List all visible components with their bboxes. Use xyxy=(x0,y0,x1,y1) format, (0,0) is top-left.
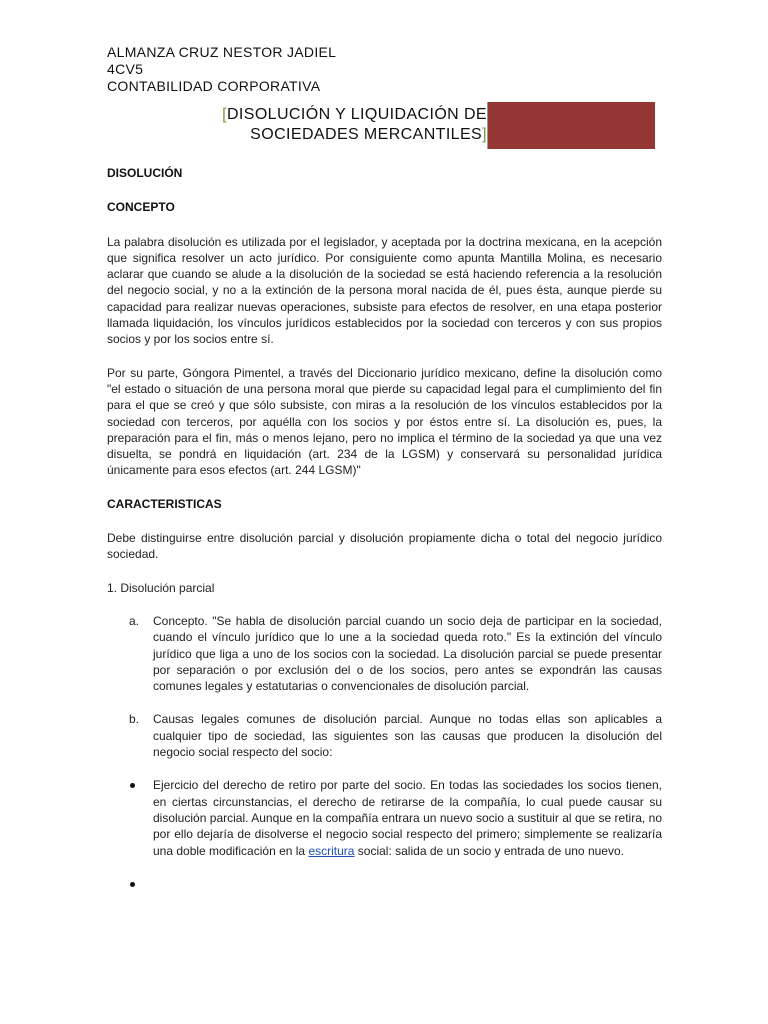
subject-name: CONTABILIDAD CORPORATIVA xyxy=(107,78,321,94)
bullet-list xyxy=(107,777,662,891)
escritura-link[interactable]: escritura xyxy=(308,843,355,858)
paragraph-concepto-2: Por su parte, Góngora Pimentel, a través del Diccionario jurídico mexicano, define la disolución como "el estado o situación de una persona moral que pierde su capacidad legal para el cumplimiento del fin para el que se creó y que sólo subsiste, con miras a la resolución de los vínculos establecidos por la sociedad con terceros, por aquélla con los socios y por éstos entre sí. La disolución es, pues, la preparación para el fin, más o menos lejano, pero no implica el término de la sociedad ya que una vez disuelta, se pondrá en liquidación (art. 234 de la LGSM) y conservará su personalidad jurídica únicamente para esos efectos (art. 244 LGSM)" xyxy=(107,365,662,478)
bullet-item-retiro-text-after: social: salida de un socio y entrada de uno nuevo. xyxy=(354,843,624,858)
heading-caracteristicas: CARACTERISTICAS xyxy=(107,496,222,511)
list-marker-b: b. xyxy=(129,712,140,727)
numbered-item-disolucion-parcial: 1. Disolución parcial xyxy=(107,580,215,595)
document-body xyxy=(107,165,662,892)
heading-concepto: CONCEPTO xyxy=(107,200,175,215)
bullet-dot xyxy=(130,882,135,887)
list-marker-a: a. xyxy=(129,613,140,628)
title-line-2: SOCIEDADES MERCANTILES xyxy=(250,126,483,143)
bullet-item-empty xyxy=(153,876,662,892)
author-name: ALMANZA CRUZ NESTOR JADIEL xyxy=(107,44,337,60)
list-item-a-text: Concepto. "Se habla de disolución parcial cuando un socio deja de participar en la sociedad, cuando el vínculo jurídico que lo une a la sociedad queda roto." Es la extinción del vínculo jurídico que liga a uno de los socios con la sociedad. La disolución parcial se puede presentar por separación o por exclusión del o de los socios, pero antes se expondrán las causas comunes legales y estatutarias o convencionales de disolución parcial. xyxy=(153,613,662,694)
bullet-item-retiro-text-before: Ejercicio del derecho de retiro por parte del socio. En todas las sociedades los socios tienen, en ciertas circunstancias, el derecho de retirarse de la compañía, lo cual puede causar su disolución parcial. Aunque en la compañía entrara un nuevo socio a sustituir al que se retira, no por ello dejaría de disolverse el negocio social respecto del primero; simplemente se realizaría una doble modificación en la xyxy=(153,778,662,858)
paragraph-concepto-1: La palabra disolución es utilizada por el legislador, y aceptada por la doctrina mexicana, en la acepción que significa resolver un acto jurídico. Por consiguiente como apunta Mantilla Molina, es necesario aclarar que cuando se alude a la disolución de la sociedad se está haciendo referencia a la resolución del negocio social, y no a la extinción de la persona moral nacida de él, pues ésta, aunque pierde su capacidad para realizar nuevas operaciones, subsiste para efectos de resolver, en una etapa posterior llamada liquidación, los vínculos jurídicos establecidos por la sociedad con terceros y con sus propios socios y por los socios entre sí. xyxy=(107,234,662,347)
title-line-1: DISOLUCIÓN Y LIQUIDACIÓN DE xyxy=(226,106,487,123)
title-bracket-close: ] xyxy=(482,126,487,143)
list-item-b-text: Causas legales comunes de disolución parcial. Aunque no todas ellas son aplicables a cualquier tipo de sociedad, las siguientes son las causas que producen la disolución del negocio social respecto del socio: xyxy=(153,712,662,760)
title-banner xyxy=(107,102,655,149)
document-header xyxy=(107,44,336,95)
list-item-a xyxy=(129,613,662,694)
title-accent-box xyxy=(488,102,655,149)
list-item-b xyxy=(129,711,662,760)
alpha-list xyxy=(107,613,662,760)
bullet-item-retiro xyxy=(153,777,662,858)
paragraph-caracteristicas: Debe distinguirse entre disolución parcial y disolución propiamente dicha o total del negocio jurídico sociedad. xyxy=(107,531,662,562)
group-code: 4CV5 xyxy=(107,61,144,77)
bullet-dot xyxy=(130,783,135,788)
document-title xyxy=(107,102,487,149)
title-bracket-open: [ xyxy=(222,106,227,123)
heading-disolucion: DISOLUCIÓN xyxy=(107,166,183,180)
